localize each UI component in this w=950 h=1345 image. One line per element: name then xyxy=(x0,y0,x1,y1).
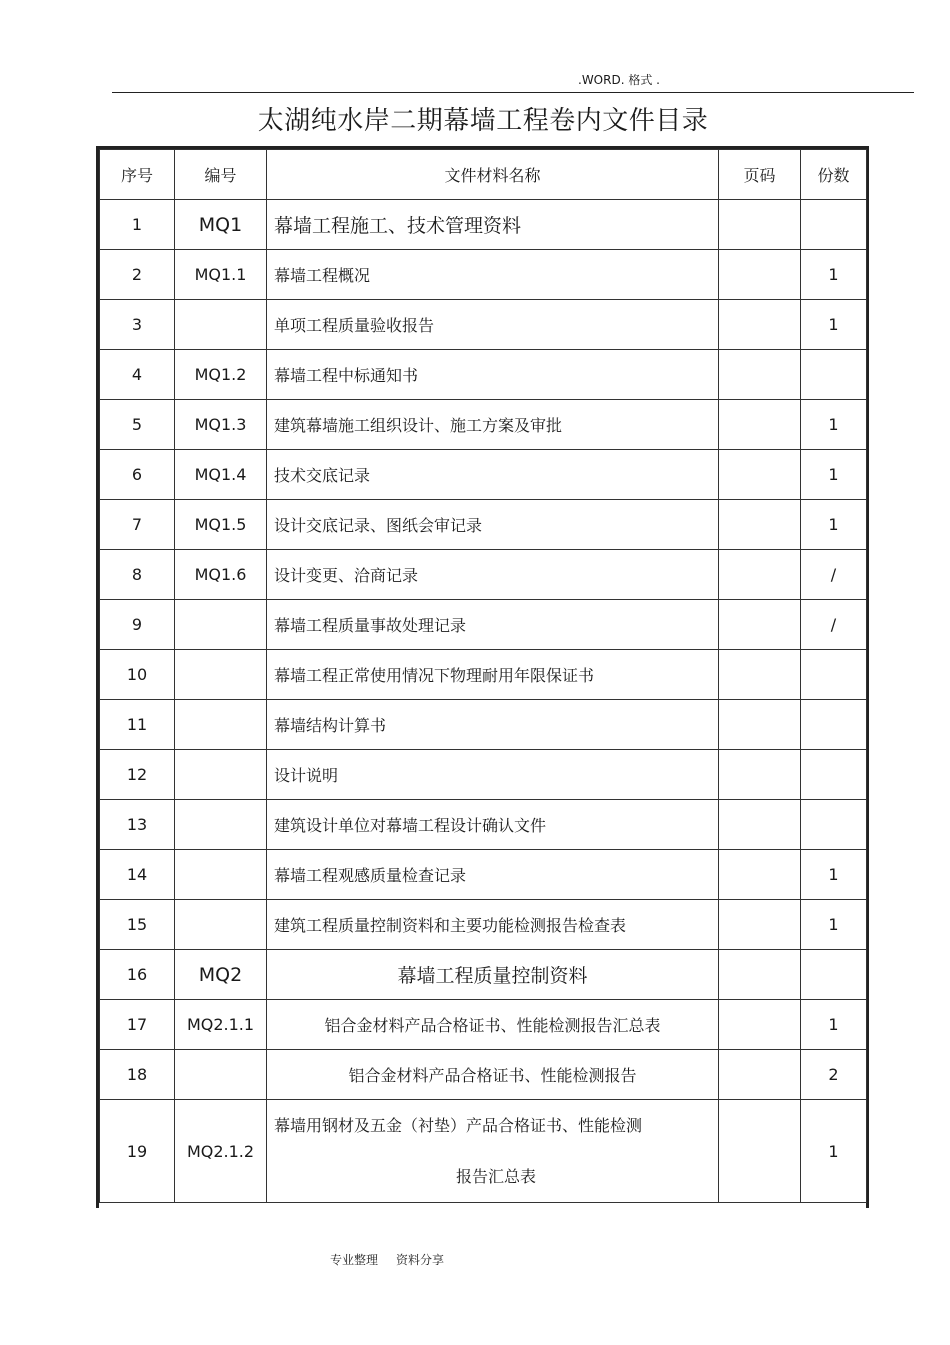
row-no: 16 xyxy=(100,950,175,1000)
row-page xyxy=(719,200,801,250)
row-page xyxy=(719,900,801,950)
table-row xyxy=(100,850,867,900)
row-copies: 1 xyxy=(801,400,867,450)
table-row xyxy=(100,700,867,750)
row-copies: / xyxy=(801,600,867,650)
row-name: 幕墙工程施工、技术管理资料 xyxy=(267,200,719,250)
row-code: MQ1.3 xyxy=(175,400,267,450)
row-copies: 1 xyxy=(801,250,867,300)
row-page xyxy=(719,600,801,650)
row-page xyxy=(719,500,801,550)
row-copies xyxy=(801,350,867,400)
row-name: 技术交底记录 xyxy=(267,450,719,500)
row-name: 设计交底记录、图纸会审记录 xyxy=(267,500,719,550)
table-row xyxy=(100,1050,867,1100)
row-copies xyxy=(801,650,867,700)
row-name-line-1: 幕墙用钢材及五金（衬垫）产品合格证书、性能检测 xyxy=(274,1116,643,1135)
row-code xyxy=(175,850,267,900)
row-name-line-2: 报告汇总表 xyxy=(455,1167,536,1186)
row-name: 幕墙工程概况 xyxy=(267,250,719,300)
row-copies: 2 xyxy=(801,1050,867,1100)
row-code: MQ2 xyxy=(175,950,267,1000)
row-copies: 1 xyxy=(801,850,867,900)
table-row xyxy=(100,400,867,450)
row-name: 幕墙工程观感质量检查记录 xyxy=(267,850,719,900)
row-no: 3 xyxy=(100,300,175,350)
row-copies: 1 xyxy=(801,1100,867,1203)
row-no: 6 xyxy=(100,450,175,500)
table-row xyxy=(100,900,867,950)
row-name: 铝合金材料产品合格证书、性能检测报告 xyxy=(267,1050,719,1100)
row-no: 8 xyxy=(100,550,175,600)
table-header-row xyxy=(100,150,867,200)
row-no: 4 xyxy=(100,350,175,400)
row-name: 设计变更、洽商记录 xyxy=(267,550,719,600)
row-code xyxy=(175,300,267,350)
table-row xyxy=(100,1000,867,1050)
row-no: 2 xyxy=(100,250,175,300)
table-row xyxy=(100,600,867,650)
row-code xyxy=(175,900,267,950)
table-row xyxy=(100,650,867,700)
row-copies: 1 xyxy=(801,900,867,950)
table-row xyxy=(100,1100,867,1203)
row-code xyxy=(175,800,267,850)
column-header-no: 序号 xyxy=(100,150,175,200)
row-name: 铝合金材料产品合格证书、性能检测报告汇总表 xyxy=(267,1000,719,1050)
row-code xyxy=(175,700,267,750)
table-row xyxy=(100,800,867,850)
row-page xyxy=(719,1050,801,1100)
row-name xyxy=(267,1100,719,1203)
row-code xyxy=(175,650,267,700)
row-code: MQ1.2 xyxy=(175,350,267,400)
row-no: 12 xyxy=(100,750,175,800)
row-code: MQ1 xyxy=(175,200,267,250)
row-page xyxy=(719,250,801,300)
table-row xyxy=(100,300,867,350)
row-name: 建筑设计单位对幕墙工程设计确认文件 xyxy=(267,800,719,850)
row-page xyxy=(719,400,801,450)
row-copies: 1 xyxy=(801,1000,867,1050)
row-copies xyxy=(801,700,867,750)
row-page xyxy=(719,800,801,850)
page-footer xyxy=(330,1251,444,1268)
row-no: 17 xyxy=(100,1000,175,1050)
row-page xyxy=(719,300,801,350)
table-row xyxy=(100,350,867,400)
table-row xyxy=(100,250,867,300)
row-page xyxy=(719,1000,801,1050)
row-page xyxy=(719,550,801,600)
row-code: MQ1.4 xyxy=(175,450,267,500)
row-no: 1 xyxy=(100,200,175,250)
row-no: 14 xyxy=(100,850,175,900)
row-no: 7 xyxy=(100,500,175,550)
footer-right-text: 资料分享 xyxy=(396,1253,445,1267)
column-header-name: 文件材料名称 xyxy=(267,150,719,200)
column-header-code: 编号 xyxy=(175,150,267,200)
footer-left-text: 专业整理 xyxy=(330,1253,379,1267)
table-row xyxy=(100,750,867,800)
row-no: 11 xyxy=(100,700,175,750)
row-name: 建筑幕墙施工组织设计、施工方案及审批 xyxy=(267,400,719,450)
row-code: MQ1.1 xyxy=(175,250,267,300)
row-no: 5 xyxy=(100,400,175,450)
table-row xyxy=(100,500,867,550)
row-code xyxy=(175,750,267,800)
row-no: 10 xyxy=(100,650,175,700)
row-no: 9 xyxy=(100,600,175,650)
row-copies xyxy=(801,950,867,1000)
row-copies xyxy=(801,200,867,250)
row-name: 幕墙结构计算书 xyxy=(267,700,719,750)
row-no: 18 xyxy=(100,1050,175,1100)
file-index-table xyxy=(96,146,869,1208)
row-name: 幕墙工程正常使用情况下物理耐用年限保证书 xyxy=(267,650,719,700)
row-page xyxy=(719,450,801,500)
row-name: 幕墙工程质量控制资料 xyxy=(267,950,719,1000)
row-page xyxy=(719,650,801,700)
row-name: 设计说明 xyxy=(267,750,719,800)
row-name: 单项工程质量验收报告 xyxy=(267,300,719,350)
row-page xyxy=(719,1100,801,1203)
row-no: 13 xyxy=(100,800,175,850)
row-page xyxy=(719,950,801,1000)
table-row xyxy=(100,950,867,1000)
row-copies xyxy=(801,800,867,850)
row-page xyxy=(719,350,801,400)
table-row xyxy=(100,450,867,500)
header-rule xyxy=(112,92,914,93)
header-note: .WORD. 格式 . xyxy=(578,73,660,87)
column-header-page: 页码 xyxy=(719,150,801,200)
row-copies xyxy=(801,750,867,800)
row-copies: 1 xyxy=(801,500,867,550)
row-code: MQ1.6 xyxy=(175,550,267,600)
row-name: 幕墙工程中标通知书 xyxy=(267,350,719,400)
row-name: 建筑工程质量控制资料和主要功能检测报告检查表 xyxy=(267,900,719,950)
row-no: 19 xyxy=(100,1100,175,1203)
row-code: MQ2.1.1 xyxy=(175,1000,267,1050)
row-copies: 1 xyxy=(801,450,867,500)
row-page xyxy=(719,750,801,800)
column-header-copies: 份数 xyxy=(801,150,867,200)
row-code: MQ1.5 xyxy=(175,500,267,550)
row-no: 15 xyxy=(100,900,175,950)
document-title: 太湖纯水岸二期幕墙工程卷内文件目录 xyxy=(257,106,709,136)
row-page xyxy=(719,850,801,900)
row-name: 幕墙工程质量事故处理记录 xyxy=(267,600,719,650)
row-code xyxy=(175,1050,267,1100)
row-page xyxy=(719,700,801,750)
table-row xyxy=(100,200,867,250)
row-copies: 1 xyxy=(801,300,867,350)
row-code xyxy=(175,600,267,650)
row-copies: / xyxy=(801,550,867,600)
table-row xyxy=(100,550,867,600)
row-code: MQ2.1.2 xyxy=(175,1100,267,1203)
